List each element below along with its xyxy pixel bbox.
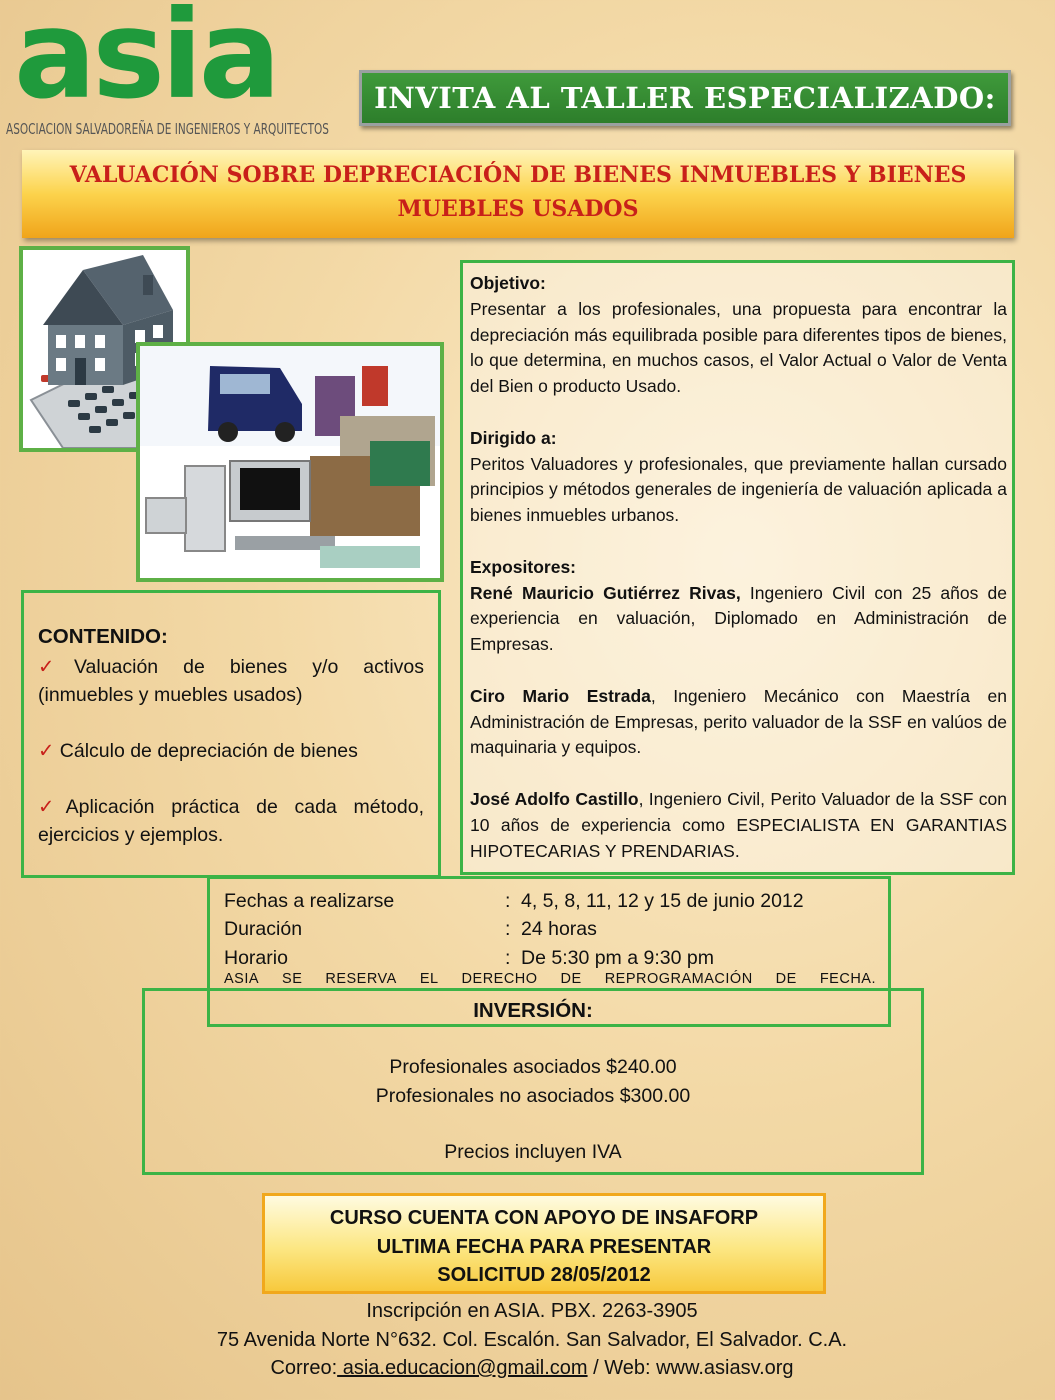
inversion-heading: INVERSIÓN: [473,999,593,1022]
contenido-box [21,590,441,878]
insaforp-box [262,1193,826,1294]
checkmark-icon: ✓ [38,740,55,762]
logo-subtitle: ASOCIACION SALVADOREÑA DE INGENIEROS Y ARQUITECTOS [6,120,329,138]
contact-info [0,1297,1055,1383]
dirigido-text: Peritos Valuadores y profesionales, que previamente hallan cursado principios y métodos generales de ingeniería de valuación aplicada a bienes inmuebles urbanos. [470,453,1007,526]
schedule-label: Duración [224,918,303,941]
inversion-box [142,988,924,1175]
objetivo-heading: Objetivo: [470,273,546,293]
invita-banner: INVITA AL TALLER ESPECIALIZADO: [359,70,1011,126]
title-line-1: VALUACIÓN SOBRE DEPRECIACIÓN DE BIENES INMUEBLES Y BIENES [69,162,967,188]
email-web-line [0,1354,1055,1383]
expositor-1 [470,581,1007,658]
expositor-2-desc: , Ingeniero Mecánico con Maestría en Administración de Empresas, perito valuador de la SSF en valúos de maquinaria y equipos. [470,685,1007,758]
expositor-2 [470,684,1007,761]
contenido-item: ✓Valuación de bienes y/o activos (inmuebles y muebles usados) [38,656,424,706]
workshop-title [22,150,1014,238]
expositor-1-name: René Mauricio Gutiérrez Rivas, [470,582,741,603]
contenido-heading: CONTENIDO: [38,625,168,648]
expositores-heading: Expositores: [470,556,576,577]
expositor-3-desc: , Ingeniero Civil, Perito Valuador de la SSF con 10 años de experiencia como ESPECIALISTA EN GARANTIAS HIPOTECARIAS Y PRENDARIAS. [470,788,1007,861]
web-link[interactable]: / Web: www.asiasv.org [587,1357,794,1380]
expositor-3 [470,787,1007,864]
address-line: 75 Avenida Norte N°632. Col. Escalón. San Salvador, El Salvador. C.A. [216,1328,848,1351]
schedule-label: Horario [224,946,288,969]
title-line-2: MUEBLES USADOS [397,196,639,222]
insaforp-line-1: CURSO CUENTA CON APOYO DE INSAFORP [329,1207,759,1229]
reprogramming-notice: ASIA SE RESERVA EL DERECHO DE REPROGRAMACIÓN DE FECHA. [224,970,876,987]
insaforp-line-3: SOLICITUD 28/05/2012 [437,1264,651,1286]
schedule-row [224,887,888,916]
price-no-asociados: Profesionales no asociados $300.00 [375,1084,691,1107]
schedule-value: 4, 5, 8, 11, 12 y 15 de junio 2012 [521,889,804,912]
email-link[interactable]: asia.educacion@gmail.com [337,1357,588,1380]
dirigido-heading: Dirigido a: [470,427,557,448]
goods-collage-icon [140,346,440,578]
asia-logo: asia [14,0,278,126]
movable-goods-image [136,342,444,582]
schedule-row [224,916,888,945]
contenido-item: ✓ Cálculo de depreciación de bienes [38,740,358,762]
schedule-label: Fechas a realizarse [224,889,395,912]
expositor-2-name: Ciro Mario Estrada [470,685,651,706]
email-label: Correo: [270,1357,338,1380]
objective-box [460,260,1015,875]
insaforp-line-2: ULTIMA FECHA PARA PRESENTAR [376,1235,712,1258]
inscripcion-line: Inscripción en ASIA. PBX. 2263-3905 [366,1300,698,1322]
expositor-1-desc: Ingeniero Civil con 25 años de experiencia en valuación, Diplomado en Administración de Empresas. [470,582,1007,655]
schedule-value: 24 horas [521,918,597,941]
iva-note: Precios incluyen IVA [444,1141,622,1163]
expositor-3-name: José Adolfo Castillo [470,788,639,809]
checkmark-icon: ✓ [38,796,66,818]
schedule-colon: : [505,889,511,912]
schedule-value: De 5:30 pm a 9:30 pm [521,946,714,969]
contenido-item: ✓Aplicación práctica de cada método, ejercicios y ejemplos. [38,796,424,846]
schedule-colon: : [505,918,511,941]
price-asociados: Profesionales asociados $240.00 [389,1056,677,1078]
schedule-row [224,944,888,973]
objetivo-text: Presentar a los profesionales, una propuesta para encontrar la depreciación más equilibrada posible para diferentes tipos de bienes, lo que determina, en muchos casos, el Valor Actual o Valor de Venta del Bien o producto Usado. [470,298,1008,397]
checkmark-icon: ✓ [38,656,74,678]
schedule-colon: : [505,946,511,969]
